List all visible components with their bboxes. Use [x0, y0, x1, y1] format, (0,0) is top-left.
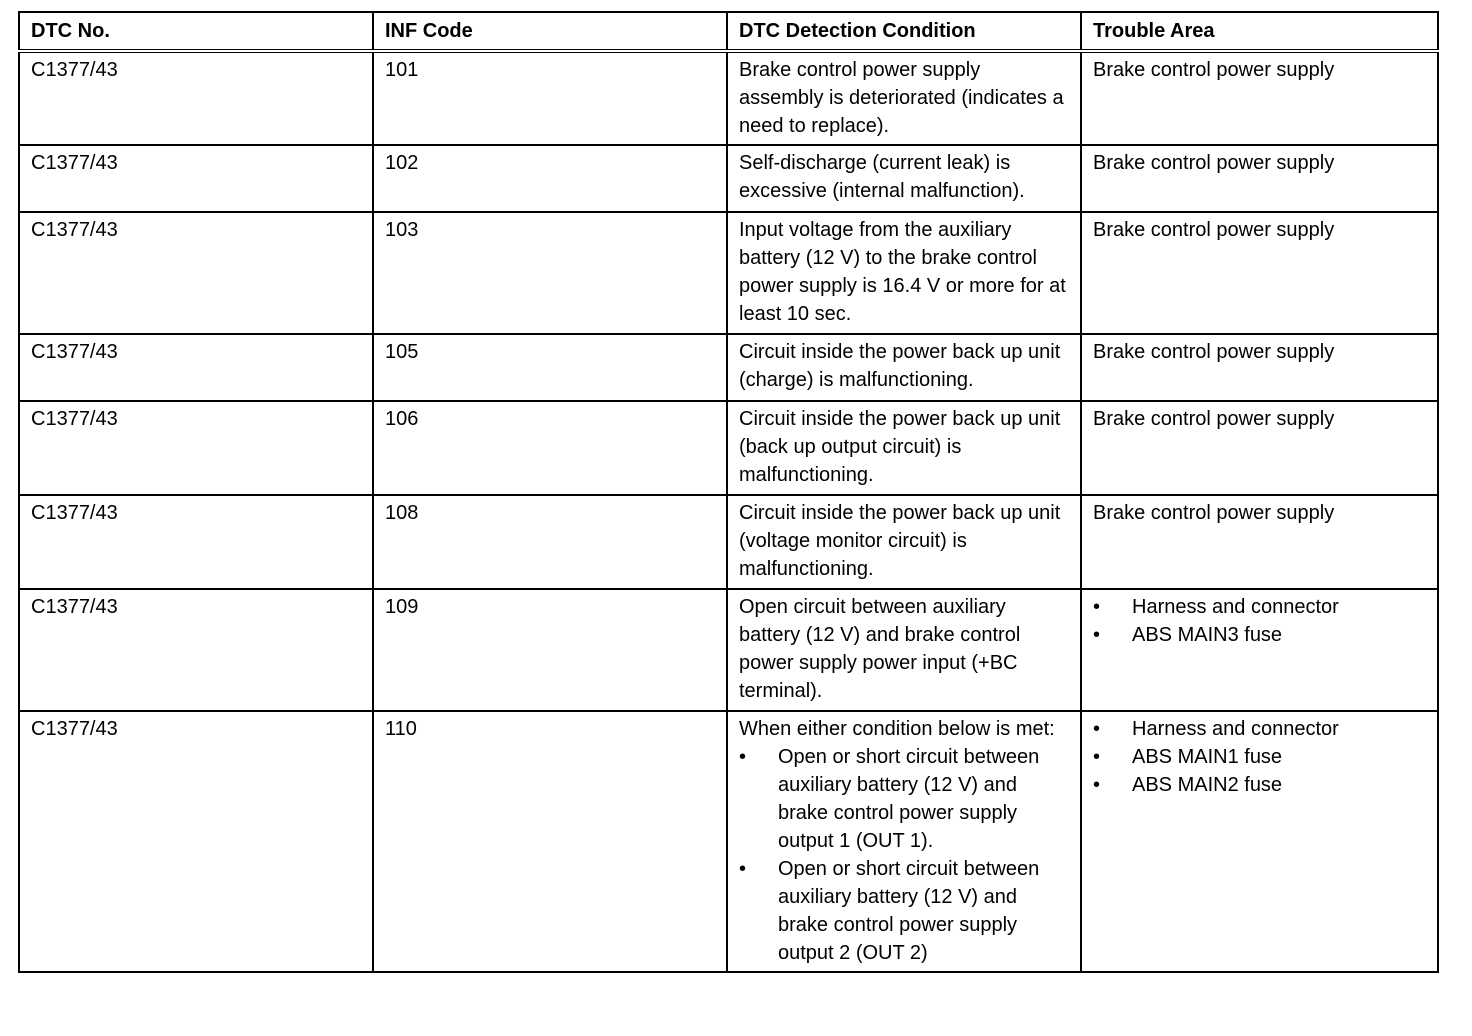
header-detection-condition: DTC Detection Condition	[727, 12, 1081, 51]
table-row	[19, 212, 1438, 334]
dtc-cell: C1377/43	[19, 401, 373, 495]
table-row	[19, 495, 1438, 589]
inf-code-cell: 110	[373, 711, 727, 972]
dtc-cell: C1377/43	[19, 589, 373, 711]
table-row	[19, 711, 1438, 972]
bullet-icon: •	[1093, 774, 1101, 796]
list-item	[739, 743, 1069, 855]
inf-code-cell: 108	[373, 495, 727, 589]
bullet-icon: •	[739, 746, 747, 768]
trouble-area-cell: Brake control power supply	[1081, 334, 1438, 401]
trouble-area-cell	[1081, 589, 1438, 711]
table-body	[19, 51, 1438, 972]
condition-intro: When either condition below is met:	[739, 718, 1055, 740]
condition-cell: Circuit inside the power back up unit (charge) is malfunctioning.	[727, 334, 1081, 401]
inf-code-cell: 105	[373, 334, 727, 401]
header-trouble-area: Trouble Area	[1081, 12, 1438, 51]
table-row	[19, 401, 1438, 495]
header-row	[19, 12, 1438, 51]
condition-cell: Circuit inside the power back up unit (back up output circuit) is malfunctioning.	[727, 401, 1081, 495]
bullet-icon: •	[1093, 718, 1101, 740]
table-row	[19, 334, 1438, 401]
dtc-cell: C1377/43	[19, 145, 373, 212]
list-item-text: ABS MAIN1 fuse	[1132, 746, 1283, 768]
list-item	[1093, 621, 1426, 649]
condition-cell: Circuit inside the power back up unit (voltage monitor circuit) is malfunctioning.	[727, 495, 1081, 589]
list-item-text: ABS MAIN2 fuse	[1132, 774, 1283, 796]
dtc-table	[18, 11, 1439, 973]
trouble-area-cell: Brake control power supply	[1081, 51, 1438, 145]
table-row	[19, 145, 1438, 212]
list-item	[1093, 593, 1426, 621]
table-row	[19, 51, 1438, 145]
inf-code-cell: 101	[373, 51, 727, 145]
list-item-text: ABS MAIN3 fuse	[1132, 624, 1283, 646]
condition-cell	[727, 711, 1081, 972]
trouble-area-list	[1093, 715, 1426, 799]
list-item-text: Open or short circuit between auxiliary battery (12 V) and brake control power supply output 2 (OUT 2)	[778, 858, 1040, 964]
trouble-area-list	[1093, 593, 1426, 649]
list-item	[739, 855, 1069, 967]
inf-code-cell: 109	[373, 589, 727, 711]
condition-cell: Brake control power supply assembly is deteriorated (indicates a need to replace).	[727, 51, 1081, 145]
inf-code-cell: 102	[373, 145, 727, 212]
inf-code-cell: 106	[373, 401, 727, 495]
list-item-text: Open or short circuit between auxiliary battery (12 V) and brake control power supply output 1 (OUT 1).	[778, 746, 1040, 852]
bullet-icon: •	[1093, 624, 1101, 646]
dtc-cell: C1377/43	[19, 51, 373, 145]
list-item	[1093, 771, 1426, 799]
bullet-icon: •	[1093, 596, 1101, 618]
dtc-cell: C1377/43	[19, 212, 373, 334]
trouble-area-cell: Brake control power supply	[1081, 212, 1438, 334]
trouble-area-cell: Brake control power supply	[1081, 495, 1438, 589]
header-dtc-no: DTC No.	[19, 12, 373, 51]
table-row	[19, 589, 1438, 711]
trouble-area-cell	[1081, 711, 1438, 972]
list-item	[1093, 743, 1426, 771]
condition-cell: Input voltage from the auxiliary battery (12 V) to the brake control power supply is 16.4 V or more for at least 10 sec.	[727, 212, 1081, 334]
inf-code-cell: 103	[373, 212, 727, 334]
condition-cell: Self-discharge (current leak) is excessive (internal malfunction).	[727, 145, 1081, 212]
dtc-cell: C1377/43	[19, 711, 373, 972]
condition-list	[739, 743, 1069, 967]
trouble-area-cell: Brake control power supply	[1081, 401, 1438, 495]
list-item	[1093, 715, 1426, 743]
trouble-area-cell: Brake control power supply	[1081, 145, 1438, 212]
list-item-text: Harness and connector	[1132, 718, 1339, 740]
condition-cell: Open circuit between auxiliary battery (12 V) and brake control power supply power input (+BC terminal).	[727, 589, 1081, 711]
dtc-cell: C1377/43	[19, 495, 373, 589]
dtc-cell: C1377/43	[19, 334, 373, 401]
table-header	[19, 12, 1438, 51]
list-item-text: Harness and connector	[1132, 596, 1339, 618]
bullet-icon: •	[739, 858, 747, 880]
bullet-icon: •	[1093, 746, 1101, 768]
header-inf-code: INF Code	[373, 12, 727, 51]
